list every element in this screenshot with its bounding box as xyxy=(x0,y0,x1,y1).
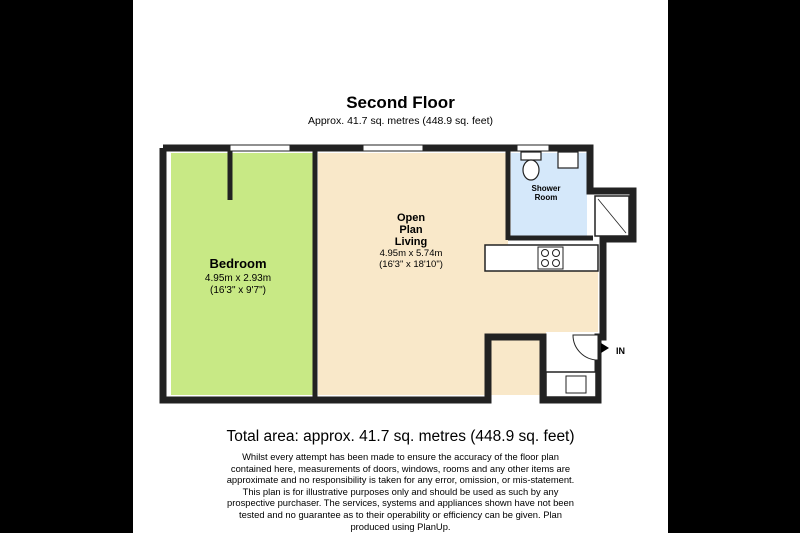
disclaimer-text: Whilst every attempt has been made to ensure the accuracy of the floor plan contained here, measurements of doors, windows, rooms and any other items are approximate and no responsibility is taken for any error, omission, or mis-statement. This plan is for illustrative purposes only and should be used as such by any prospective purchaser. The services, systems and appliances shown have not been tested and no guarantee as to their operability or efficiency can be given. Plan produced using PlanUp. xyxy=(226,451,575,532)
entrance-label: IN xyxy=(616,346,625,356)
living-lower-fill xyxy=(318,320,485,395)
bedroom-dims-m: 4.95m x 2.93m xyxy=(204,273,272,284)
living-name-3: Living xyxy=(394,236,428,248)
living-name-2: Plan xyxy=(399,224,423,236)
living-dims-m: 4.95m x 5.74m xyxy=(379,248,443,259)
bedroom-dims-ft: (16'3" x 9'7") xyxy=(210,285,266,296)
bedroom-window xyxy=(230,145,290,151)
bedroom-name: Bedroom xyxy=(209,256,267,271)
living-dims-ft: (16'3" x 18'10") xyxy=(379,259,443,270)
shower-name-2: Room xyxy=(534,193,558,202)
floor-title: Second Floor xyxy=(346,93,455,112)
shower-window xyxy=(517,145,549,151)
entrance-door-swing xyxy=(573,335,598,360)
floor-plan-sheet xyxy=(133,0,668,533)
floor-area-subtitle: Approx. 41.7 sq. metres (448.9 sq. feet) xyxy=(307,115,493,127)
living-name-1: Open xyxy=(396,212,426,224)
shower-name-1: Shower xyxy=(531,184,561,193)
living-window xyxy=(363,145,423,151)
kitchen-counter xyxy=(485,245,598,271)
toilet-icon xyxy=(521,152,541,180)
total-area: Total area: approx. 41.7 sq. metres (448.9 sq. feet) xyxy=(226,428,575,445)
basin-icon xyxy=(558,152,578,168)
entrance-arrow xyxy=(601,343,609,353)
